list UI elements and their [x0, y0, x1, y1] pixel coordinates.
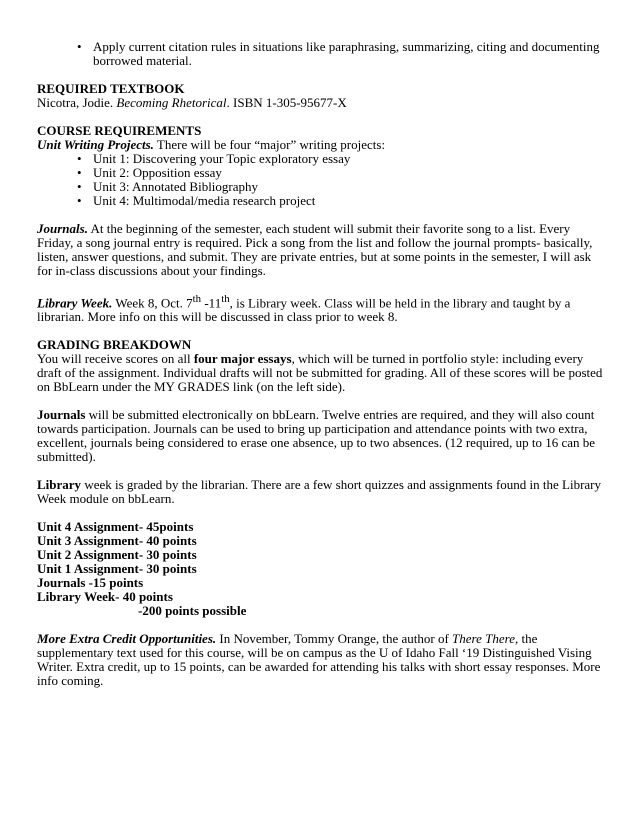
- textbook-heading: REQUIRED TEXTBOOK: [37, 81, 185, 96]
- points-line: Library Week- 40 points: [37, 589, 173, 605]
- list-item: • Unit 3: Annotated Bibliography: [77, 179, 259, 194]
- extra-credit-paragraph: More Extra Credit Opportunities. In November, Tommy Orange, the author of There There, the supplementary text used for this course, will be on campus as the U of Idaho Fall ‘19 Distinguished Vising Writer. Extra credit, up to 15 points, can be awarded for attending his talks with short essay responses. More info coming.: [37, 631, 601, 689]
- points-line: Journals -15 points: [37, 575, 144, 591]
- points-line: Unit 2 Assignment- 30 points: [37, 547, 197, 563]
- grading-paragraph-essays: You will receive scores on all four major essays, which will be turned in portfolio style: including every draft of the assignment. Individual drafts will not be submitted for grading. All of these scores will be posted on BbLearn under the MY GRADES link (on the left side).: [37, 351, 603, 395]
- projects-intro: Unit Writing Projects. There will be four “major” writing projects:: [37, 137, 386, 152]
- list-item: • Unit 2: Opposition essay: [77, 165, 222, 180]
- grading-paragraph-library: Library week is graded by the librarian. There are a few short quizzes and assignments found in the Library Week module on bbLearn.: [37, 477, 602, 507]
- bullet-icon: •: [77, 151, 82, 166]
- bullet-icon: •: [77, 165, 82, 180]
- journals-paragraph: Journals. At the beginning of the semester, each student will submit their favorite song to a list. Every Friday, a song journal entry is required. Pick a song from the list and follow the journal prompts- basically, listen, answer questions, and submit. They are private entries, but at some points in the semester, I will ask for in-class discussions about your findings.: [37, 221, 593, 278]
- bullet-icon: •: [77, 39, 82, 54]
- textbook-title: Becoming Rhetorical: [116, 95, 227, 110]
- requirements-heading: COURSE REQUIREMENTS: [37, 123, 202, 138]
- grading-paragraph-journals: Journals will be submitted electronically on bbLearn. Twelve entries are required, and they will also count towards participation. Journals can be used to bring up participation and attendance points with two extra, excellent, journals being considered to erase one absence, up to two absences. (12 required, up to 16 can be submitted).: [37, 407, 596, 465]
- points-total: -200 points possible: [138, 603, 247, 619]
- points-line: Unit 3 Assignment- 40 points: [37, 533, 197, 549]
- bullet-icon: •: [77, 179, 82, 194]
- list-item: • Unit 1: Discovering your Topic exploratory essay: [77, 151, 351, 166]
- book-title: There There,: [452, 631, 519, 647]
- list-item: • Unit 4: Multimodal/media research project: [77, 193, 316, 208]
- points-list: [37, 520, 604, 618]
- points-line: Unit 4 Assignment- 45points: [37, 519, 194, 535]
- points-line: Unit 1 Assignment- 30 points: [37, 561, 197, 577]
- library-paragraph: Library Week. Week 8, Oct. 7th -11th, is Library week. Class will be held in the library and taught by a librarian. More info on this will be discussed in class prior to week 8.: [37, 293, 571, 325]
- textbook-citation: Nicotra, Jodie. Becoming Rhetorical. ISBN 1-305-95677-X: [37, 95, 347, 110]
- bullet-icon: •: [77, 193, 82, 208]
- grading-heading: GRADING BREAKDOWN: [37, 337, 192, 353]
- list-item: [37, 40, 604, 68]
- bullet-text: Apply current citation rules in situations like paraphrasing, summarizing, citing and documenting borrowed material.: [93, 39, 600, 68]
- document-page: [37, 40, 604, 688]
